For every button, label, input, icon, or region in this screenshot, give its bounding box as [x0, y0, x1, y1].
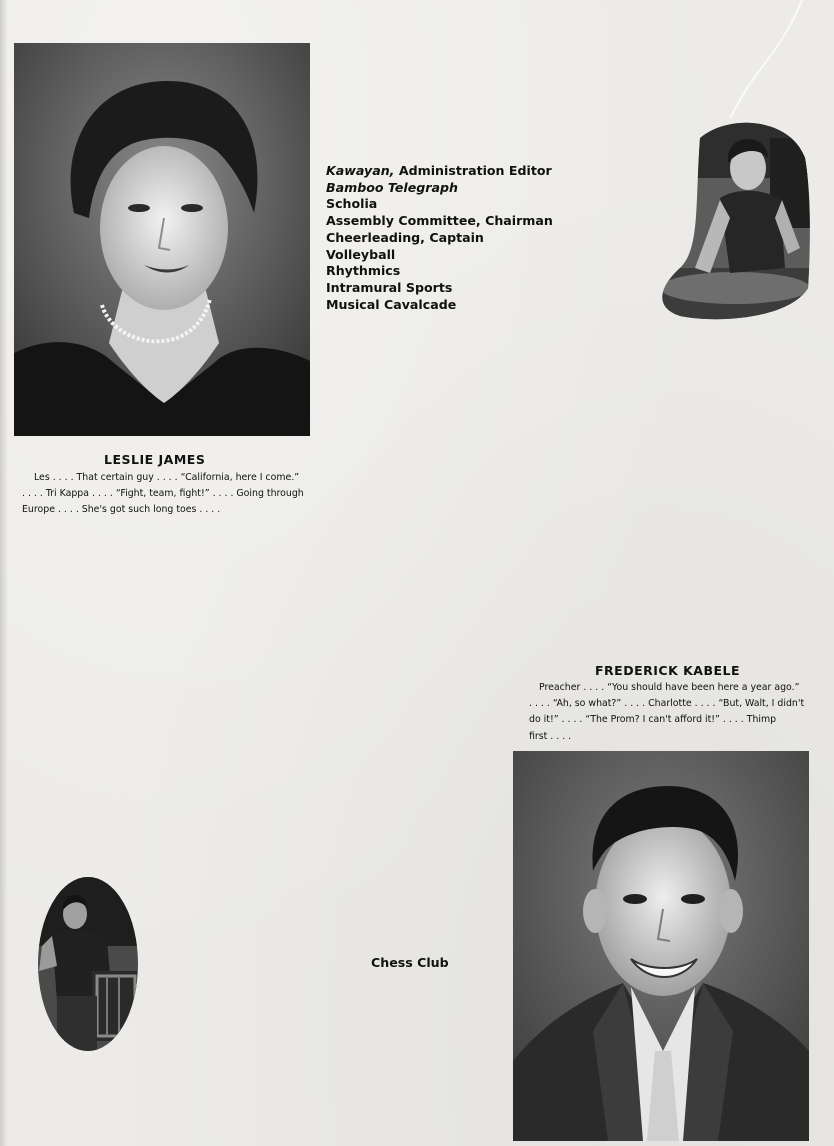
activity-item: Musical Cavalcade — [326, 296, 457, 312]
bio-line: Preacher . . . . “You should have been here a year ago.” — [539, 682, 800, 693]
bio-line: . . . . “Ah, so what?” . . . . Charlotte . . . . “But, Walt, I didn't — [529, 698, 805, 710]
candid-frederick-image — [37, 876, 140, 1052]
bio-leslie — [22, 470, 304, 519]
activity-item-publication-name: Kawayan, — [326, 163, 395, 178]
portrait-frederick-image — [513, 751, 809, 1141]
activity-item: Volleyball — [326, 246, 396, 262]
activity-item: Rhythmics — [326, 263, 401, 279]
candid-photo-frederick — [37, 876, 140, 1052]
portrait-leslie-image — [14, 43, 310, 436]
student-name-leslie: LESLIE JAMES — [104, 452, 206, 467]
activity-item: Scholia — [326, 196, 378, 212]
page-edge-shadow — [0, 0, 8, 1146]
portrait-frederick-kabele — [513, 751, 809, 1141]
activity-item: Chess Club — [371, 955, 449, 970]
bio-line: first . . . . — [529, 730, 572, 742]
bio-line: do it!” . . . . “The Prom? I can't afford it!” . . . . Thimp — [529, 714, 777, 726]
bio-line: . . . . Tri Kappa . . . . “Fight, team, fight!” . . . . Going through — [22, 488, 304, 500]
candid-photo-leslie — [660, 118, 810, 322]
paper-crease — [720, 0, 810, 120]
portrait-leslie-james — [14, 43, 310, 436]
candid-leslie-image — [660, 118, 810, 322]
bio-line: Les . . . . That certain guy . . . . “California, here I come.” — [34, 472, 300, 483]
activity-item: Cheerleading, Captain — [326, 229, 484, 245]
activity-item: Bamboo Telegraph — [326, 179, 458, 195]
activity-item-role: Administration Editor — [398, 163, 552, 178]
activity-item: Intramural Sports — [326, 279, 453, 295]
student-name-frederick: FREDERICK KABELE — [595, 663, 741, 678]
activities-list-leslie — [326, 163, 553, 313]
bio-line: Europe . . . . She's got such long toes . . . . — [22, 504, 221, 516]
activities-list-frederick — [371, 955, 449, 972]
bio-frederick — [529, 680, 805, 745]
activity-item: Assembly Committee, Chairman — [326, 213, 553, 229]
activity-item — [326, 163, 553, 180]
